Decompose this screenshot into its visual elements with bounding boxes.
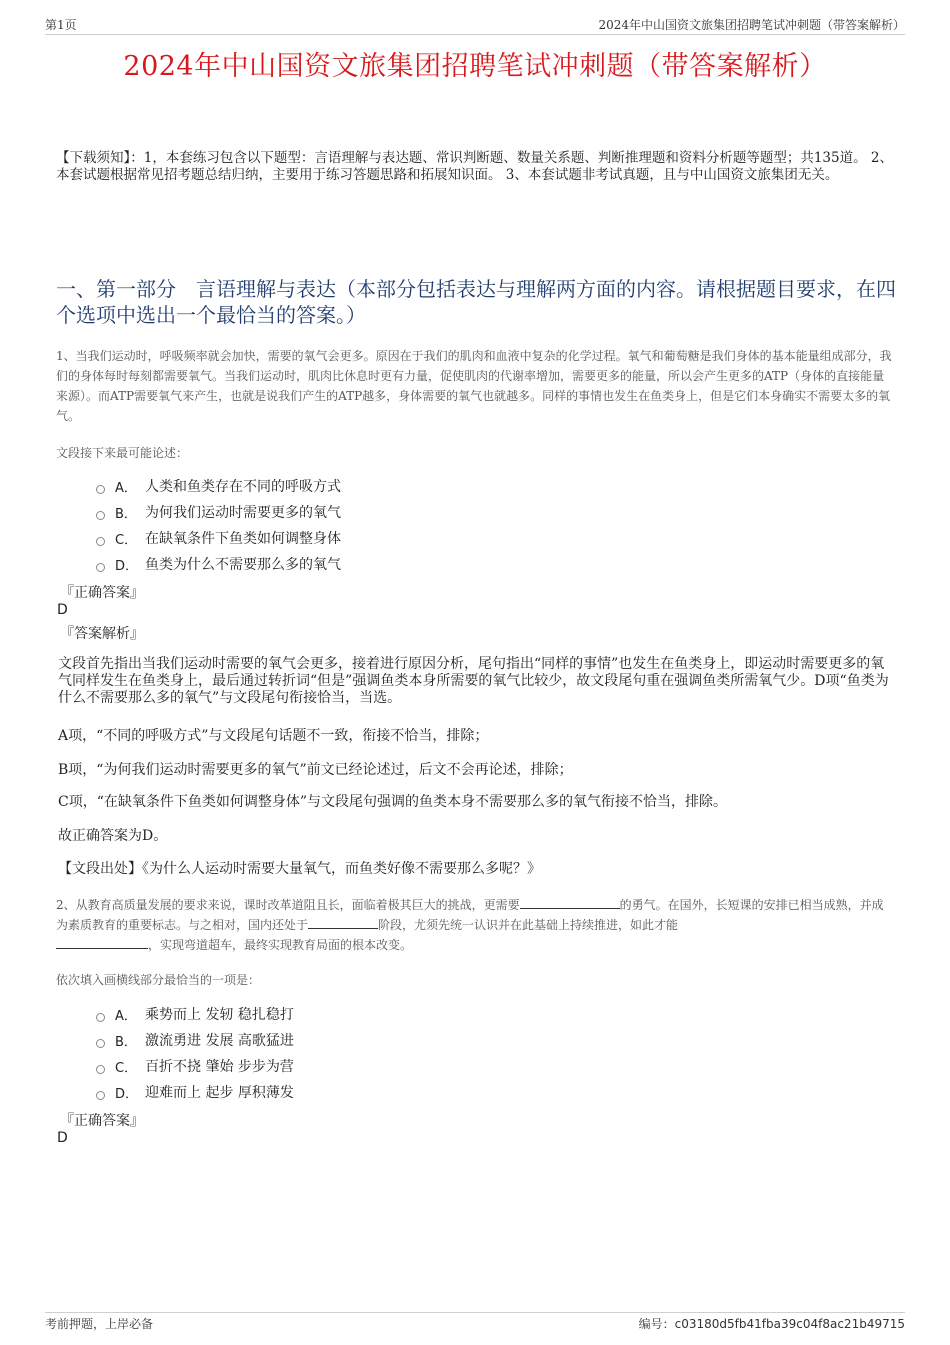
- option-d[interactable]: D． 迎难而上 起步 厚积薄发: [96, 1079, 294, 1105]
- option-text: 鱼类为什么不需要那么多的氧气: [145, 557, 341, 573]
- option-text: 在缺氧条件下鱼类如何调整身体: [145, 531, 341, 547]
- download-notice: 【下载须知】：1，本套练习包含以下题型：言语理解与表达题、常识判断题、数量关系题、判断推理题和资料分析题等题型；共135道。 2、本套试题根据常见招考题总结归纳，主要用于练习答题思路和拓展知识面。 3、本套试题非考试真题，且与中山国资文旅集团无关。: [56, 150, 893, 183]
- analysis-paragraph: B项，“为何我们运动时需要更多的氧气”前文已经论述过，后文不会再论述，排除；: [58, 762, 573, 778]
- option-b[interactable]: B． 激流勇进 发展 高歌猛进: [96, 1027, 294, 1053]
- source-paragraph: 【文段出处】《为什么人运动时需要大量氧气，而鱼类好像不需要那么多呢？》: [58, 861, 541, 877]
- radio-icon[interactable]: [96, 1065, 105, 1074]
- option-c[interactable]: C． 百折不挠 肇始 步步为营: [96, 1053, 294, 1079]
- correct-answer-label: 『正确答案』: [60, 1113, 144, 1129]
- option-text: 人类和鱼类存在不同的呼吸方式: [145, 479, 341, 495]
- option-d[interactable]: D． 鱼类为什么不需要那么多的氧气: [96, 551, 341, 577]
- fill-blank: [520, 896, 620, 909]
- question-1-prompt: 文段接下来最可能论述：: [56, 446, 189, 460]
- footer-code: 编号：c03180d5fb41fba39c04f8ac21b49715: [638, 1317, 905, 1331]
- question-2-text: 2、从教育高质量发展的要求来说，课时改革道阻且长，面临着极其巨大的挑战，更需要 的勇气。在国外，长短课的安排已相当成熟，并成为素质教育的重要标志。与之相对，国内还处于 阶段，尤须先统一认识并在此基础上持续推进，如此才能 ，实现弯道超车，最终实现教育局面的根本改变。: [56, 898, 884, 952]
- option-a[interactable]: A． 乘势而上 发轫 稳扎稳打: [96, 1001, 294, 1027]
- question-2-prompt: 依次填入画横线部分最恰当的一项是：: [56, 973, 261, 987]
- option-text: 百折不挠 肇始 步步为营: [145, 1059, 294, 1075]
- analysis-paragraph: C项，“在缺氧条件下鱼类如何调整身体”与文段尾句强调的鱼类本身不需要那么多的氧气衔接不恰当，排除。: [58, 794, 728, 810]
- question-2-options: [96, 1001, 294, 1105]
- option-b[interactable]: B． 为何我们运动时需要更多的氧气: [96, 499, 341, 525]
- document-title: 2024年中山国资文旅集团招聘笔试冲刺题（带答案解析）: [123, 51, 827, 82]
- radio-icon[interactable]: [96, 563, 105, 572]
- analysis-paragraph: A项，“不同的呼吸方式”与文段尾句话题不一致，衔接不恰当，排除；: [58, 728, 489, 744]
- page-header: [45, 14, 905, 35]
- radio-icon[interactable]: [96, 1013, 105, 1022]
- analysis-label: 『答案解析』: [60, 626, 144, 642]
- page-number: 第1页: [45, 18, 77, 32]
- radio-icon[interactable]: [96, 537, 105, 546]
- option-c[interactable]: C． 在缺氧条件下鱼类如何调整身体: [96, 525, 341, 551]
- option-a[interactable]: A． 人类和鱼类存在不同的呼吸方式: [96, 473, 341, 499]
- header-doc-title: 2024年中山国资文旅集团招聘笔试冲刺题（带答案解析）: [598, 18, 905, 32]
- option-text: 乘势而上 发轫 稳扎稳打: [145, 1007, 294, 1023]
- page-footer: [45, 1312, 905, 1333]
- radio-icon[interactable]: [96, 511, 105, 520]
- option-text: 为何我们运动时需要更多的氧气: [145, 505, 341, 521]
- analysis-paragraph: 故正确答案为D。: [58, 828, 168, 844]
- radio-icon[interactable]: [96, 1091, 105, 1100]
- radio-icon[interactable]: [96, 1039, 105, 1048]
- correct-answer: D: [57, 602, 68, 618]
- fill-blank: [56, 936, 148, 949]
- correct-answer-label: 『正确答案』: [60, 585, 144, 601]
- correct-answer: D: [57, 1130, 68, 1146]
- option-text: 迎难而上 起步 厚积薄发: [145, 1085, 294, 1101]
- footer-slogan: 考前押题，上岸必备: [45, 1317, 154, 1331]
- question-1-options: [96, 473, 341, 577]
- section-title: 一、第一部分 言语理解与表达（本部分包括表达与理解两方面的内容。请根据题目要求，在四个选项中选出一个最恰当的答案。）: [56, 277, 896, 327]
- option-text: 激流勇进 发展 高歌猛进: [145, 1033, 294, 1049]
- analysis-paragraph: 文段首先指出当我们运动时需要的氧气会更多，接着进行原因分析，尾句指出“同样的事情”也发生在鱼类身上，即运动时需要更多的氧气同样发生在鱼类身上，最后通过转折词“但是”强调鱼类本身所需要的氧气比较少，故文段尾句重在强调鱼类所需氧气少。D项“鱼类为什么不需要那么多的氧气”与文段尾句衔接恰当，当选。: [58, 656, 889, 706]
- fill-blank: [308, 916, 378, 929]
- radio-icon[interactable]: [96, 485, 105, 494]
- question-1-text: 1、当我们运动时，呼吸频率就会加快，需要的氧气会更多。原因在于我们的肌肉和血液中复杂的化学过程。氧气和葡萄糖是我们身体的基本能量组成部分，我们的身体每时每刻都需要氧气。当我们运动时，肌肉比休息时更有力量，促使肌肉的代谢率增加，需要更多的能量，所以会产生更多的ATP（身体的直接能量来源）。而ATP需要氧气来产生，也就是说我们产生的ATP越多，身体需要的氧气也就越多。同样的事情也发生在鱼类身上，但是它们本身确实不需要太多的氧气。: [56, 349, 892, 423]
